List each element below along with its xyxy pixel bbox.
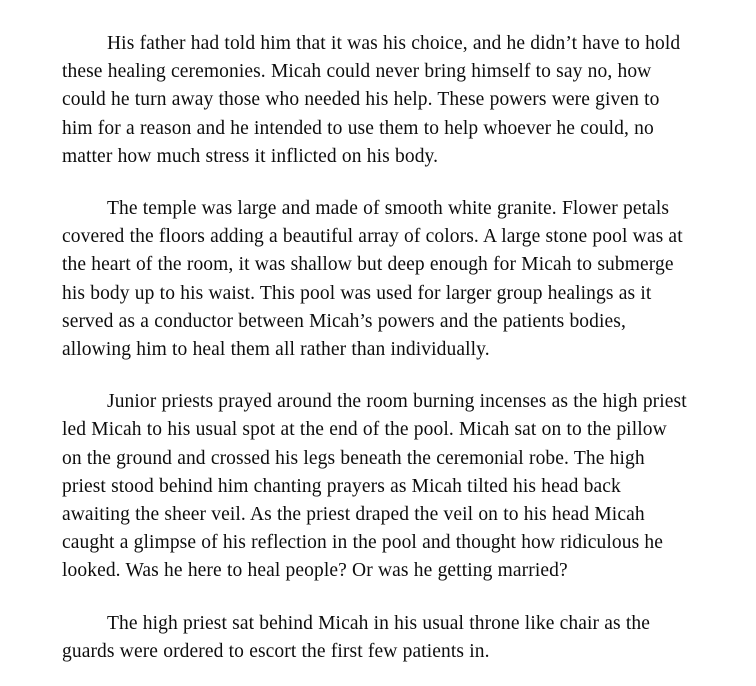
paragraph: His father had told him that it was his choice, and he didn’t have to hold these healing ceremonies. Micah could never bring himself to say no, how could he turn away those who needed his help. These powers were given to him for a reason and he intended to use them to help whoever he could, no matter how much stress it inflicted on his body. [62, 33, 681, 167]
document-body [62, 30, 690, 666]
paragraph: The temple was large and made of smooth white granite. Flower petals covered the floors adding a beautiful array of colors. A large stone pool was at the heart of the room, it was shallow but deep enough for Micah to submerge his body up to his waist. This pool was used for larger group healings as it served as a conductor between Micah’s powers and the patients bodies, allowing him to heal them all rather than individually. [62, 198, 683, 361]
paragraph: The high priest sat behind Micah in his usual throne like chair as the guards were ordered to escort the first few patients in. [62, 612, 651, 662]
paragraph: Junior priests prayed around the room burning incenses as the high priest led Micah to his usual spot at the end of the pool. Micah sat on to the pillow on the ground and crossed his legs beneath the ceremonial robe. The high priest stood behind him chanting prayers as Micah tilted his head back awaiting the sheer veil. As the priest draped the veil on to his head Micah caught a glimpse of his reflection in the pool and thought how ridiculous he looked. Was he here to heal people? Or was he getting married? [62, 391, 687, 582]
